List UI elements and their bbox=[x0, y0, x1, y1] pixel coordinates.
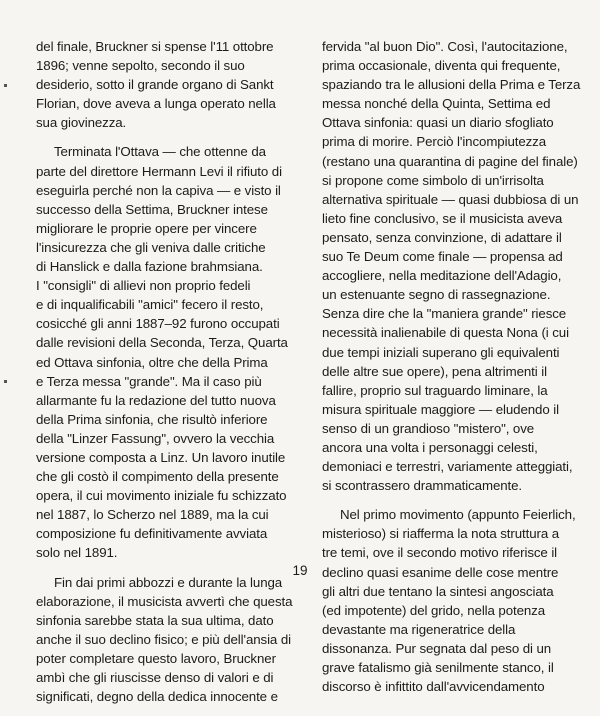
text-line: sua giovinezza. bbox=[36, 115, 127, 131]
text-line: accogliere, nella meditazione dell'Adagio, bbox=[322, 268, 562, 284]
text-line: I "consigli" di allievi non proprio fedeli bbox=[36, 278, 251, 294]
text-line: fallire, proprio sul traguardo liminare, la bbox=[322, 382, 548, 398]
text-line: elaborazione, il musicista avvertì che questa bbox=[36, 593, 293, 609]
paragraph bbox=[322, 37, 584, 495]
right-column bbox=[322, 37, 584, 706]
text-line: alternativa spirituale — quasi dubbiosa di un bbox=[322, 191, 579, 207]
text-line: messa nonché della Quinta, Settima ed bbox=[322, 96, 551, 112]
text-line: della "Linzer Fassung", ovvero la vecchia bbox=[36, 430, 275, 446]
text-line: ancora una volta i personaggi celesti, bbox=[322, 439, 538, 455]
text-line: ambì che gli riuscisse denso di valori e di bbox=[36, 670, 274, 685]
text-line: si propone come simbolo di un'irrisolta bbox=[322, 172, 544, 188]
page-number: 19 bbox=[292, 563, 308, 578]
text-line: misura spirituale maggiore — eludendo il bbox=[322, 401, 559, 417]
text-line: versione composta a Linz. Un lavoro inutile bbox=[36, 449, 286, 465]
text-line: si scontrassero drammaticamente. bbox=[322, 478, 523, 494]
text-line: che gli costò il compimento della presente bbox=[36, 469, 279, 485]
text-line: dissonanza. Pur segnata dal peso di un bbox=[322, 640, 552, 656]
paragraph bbox=[36, 37, 298, 132]
text-line: Fin dai primi abbozzi e durante la lunga bbox=[54, 574, 283, 590]
text-line: fervida "al buon Dio". Così, l'autocitazione, bbox=[322, 39, 568, 54]
text-line: nel 1887, lo Scherzo nel 1889, ma la cui bbox=[36, 507, 269, 523]
margin-mark bbox=[4, 380, 7, 383]
left-column bbox=[36, 37, 298, 716]
text-line: migliorare le proprie opere per vincere bbox=[36, 220, 257, 236]
text-line: un estenuante segno di rassegnazione. bbox=[322, 287, 551, 303]
text-line: senso di un grandioso "mistero", ove bbox=[322, 420, 535, 436]
text-line: grave fatalismo già senilmente stanco, il bbox=[322, 660, 554, 675]
text-line: devastante ma rigeneratrice della bbox=[322, 621, 516, 637]
text-line: del finale, Bruckner si spense l'11 ottobre bbox=[36, 39, 274, 54]
text-line: ed Ottava sinfonia, oltre che della Prima bbox=[36, 354, 268, 370]
text-line: spaziando tra le allusioni della Prima e Terza bbox=[322, 77, 581, 93]
text-line: delle altre sue opere), pena altrimenti il bbox=[322, 363, 547, 379]
text-line: necessità inalienabile di questa Nona (i cui bbox=[322, 325, 569, 341]
text-line: e di inqualificabili "amici" fecero il resto, bbox=[36, 297, 264, 313]
text-line: anche il suo declino fisico; e più dell'ansia di bbox=[36, 631, 291, 647]
text-line: suo Te Deum come finale — propensa ad bbox=[322, 249, 563, 265]
text-line: poter completare questo lavoro, Bruckner bbox=[36, 650, 276, 666]
text-line: (ed impotente) del grido, nella potenza bbox=[322, 602, 546, 618]
text-line: gli altri due tentano la sintesi angosciata bbox=[322, 583, 554, 599]
text-line: desiderio, sotto il grande organo di Sankt bbox=[36, 77, 274, 93]
paragraph bbox=[322, 505, 584, 696]
text-line: misterioso) si riafferma la nota struttura a bbox=[322, 526, 560, 542]
text-line: successo della Settima, Bruckner intese bbox=[36, 201, 268, 217]
text-line: Nel primo movimento (appunto Feierlich, bbox=[340, 507, 576, 523]
text-line: cosicché gli anni 1887–92 furono occupati bbox=[36, 316, 280, 332]
text-line: demoniaci e terrestri, variamente atteggiati, bbox=[322, 459, 573, 475]
text-line: (restano una quarantina di pagine del finale) bbox=[322, 153, 578, 169]
text-line: dalle revisioni della Seconda, Terza, Quarta bbox=[36, 335, 288, 351]
text-line: Terminata l'Ottava — che ottenne da bbox=[54, 144, 266, 160]
text-line: composizione fu definitivamente avviata bbox=[36, 526, 268, 542]
text-line: e Terza messa "grande". Ma il caso più bbox=[36, 373, 262, 389]
text-line: eseguirla perché non la capiva — e visto il bbox=[36, 182, 281, 198]
text-line: parte del direttore Hermann Levi il rifiuto di bbox=[36, 163, 282, 179]
text-line: prima di morire. Perciò l'incompiutezza bbox=[322, 134, 547, 150]
paragraph bbox=[36, 142, 298, 562]
text-line: significati, degno della dedica innocente e bbox=[36, 689, 278, 705]
paragraph bbox=[36, 573, 298, 707]
text-line: opera, il cui movimento iniziale fu schizzato bbox=[36, 488, 287, 504]
margin-mark bbox=[4, 84, 7, 87]
text-line: declino quasi esanime delle cose mentre bbox=[322, 564, 559, 580]
text-line: Senza dire che la "maniera grande" riesce bbox=[322, 306, 567, 322]
text-line: lieto fine conclusivo, se il musicista aveva bbox=[322, 210, 563, 226]
text-line: l'insicurezza che gli veniva dalle critiche bbox=[36, 239, 266, 255]
text-line: discorso è infittito dall'avvicendamento bbox=[322, 679, 545, 695]
text-line: prima occasionale, diventa qui frequente, bbox=[322, 58, 561, 74]
text-line: sinfonia sarebbe stata la sua ultima, dato bbox=[36, 612, 274, 628]
text-line: solo nel 1891. bbox=[36, 545, 118, 561]
text-line: 1896; venne sepolto, secondo il suo bbox=[36, 58, 245, 74]
text-line: tre temi, ove il secondo motivo riferisce il bbox=[322, 545, 558, 561]
text-line: Ottava sinfonia: quasi un diario sfogliato bbox=[322, 115, 554, 131]
text-line: allarmante fu la redazione del tutto nuova bbox=[36, 392, 276, 408]
text-line: pensato, senza convinzione, di adattare il bbox=[322, 229, 562, 245]
text-line: della Prima sinfonia, che risultò inferiore bbox=[36, 411, 268, 427]
text-line: di Hanslick e dalla fazione brahmsiana. bbox=[36, 259, 263, 275]
text-line: due tempi iniziali superano gli equivalenti bbox=[322, 344, 560, 360]
text-line: Florian, dove aveva a lunga operato nella bbox=[36, 96, 276, 112]
